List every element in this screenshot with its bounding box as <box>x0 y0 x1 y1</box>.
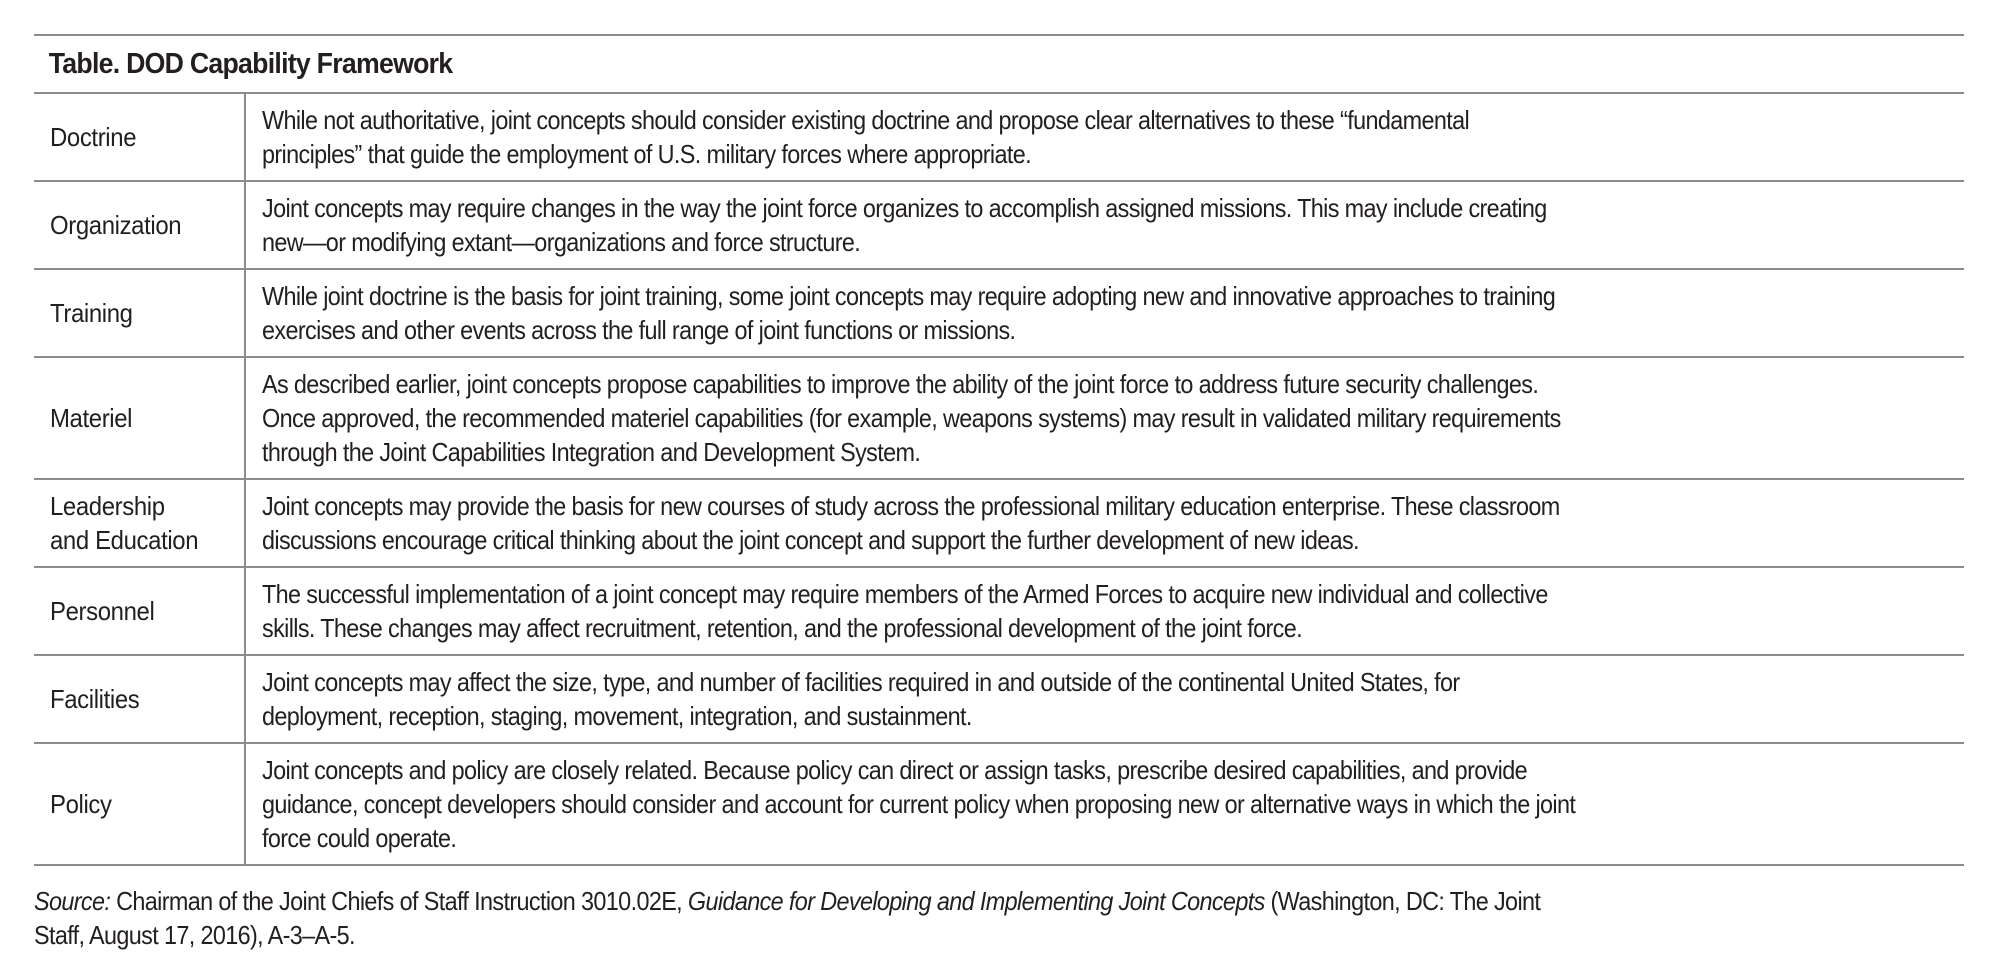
row-description-cell <box>246 568 1964 654</box>
description-line: Joint concepts may provide the basis for new courses of study across the professional military education enterprise. These classroom <box>262 491 1560 521</box>
row-label: Policy <box>50 789 112 819</box>
source-citation <box>34 884 1964 952</box>
description-line: guidance, concept developers should consider and account for current policy when proposing new or alternative ways in which the joint <box>262 789 1576 819</box>
description-line: The successful implementation of a joint concept may require members of the Armed Forces to acquire new individual and collective <box>262 579 1548 609</box>
description-line: exercises and other events across the full range of joint functions or missions. <box>262 315 1016 345</box>
row-description-cell <box>246 744 1964 864</box>
row-label-cell <box>34 94 246 180</box>
table-row <box>34 94 1964 182</box>
table-row <box>34 568 1964 656</box>
description-line: principles” that guide the employment of U.S. military forces where appropriate. <box>262 139 1031 169</box>
table-row <box>34 656 1964 744</box>
row-description-cell <box>246 94 1964 180</box>
description-line: While not authoritative, joint concepts should consider existing doctrine and propose clear alternatives to these “fundamental <box>262 105 1470 135</box>
source-line-1 <box>34 884 1771 918</box>
table-row <box>34 358 1964 480</box>
capability-framework-table <box>34 34 1964 866</box>
description-line: Joint concepts and policy are closely related. Because policy can direct or assign tasks, prescribe desired capabilities, and provide <box>262 755 1528 785</box>
description-line: force could operate. <box>262 823 457 853</box>
table-title: Table. DOD Capability Framework <box>48 47 453 80</box>
description-line: Joint concepts may affect the size, type, and number of facilities required in and outside of the continental United States, for <box>262 667 1460 697</box>
row-label: Facilities <box>50 684 140 714</box>
row-label: Personnel <box>50 596 155 626</box>
row-label-cell <box>34 656 246 742</box>
row-label: Materiel <box>50 403 133 433</box>
row-label-cell <box>34 182 246 268</box>
row-label: Doctrine <box>50 122 137 152</box>
description-line: Once approved, the recommended materiel capabilities (for example, weapons systems) may result in validated military requirements <box>262 403 1561 433</box>
description-line: through the Joint Capabilities Integration and Development System. <box>262 437 921 467</box>
table-row <box>34 744 1964 866</box>
description-line: deployment, reception, staging, movement, integration, and sustainment. <box>262 701 972 731</box>
row-description-cell <box>246 358 1964 478</box>
row-label: Training <box>50 298 133 328</box>
row-description-cell <box>246 480 1964 566</box>
row-description-cell <box>246 656 1964 742</box>
row-label-cell <box>34 744 246 864</box>
row-description-cell <box>246 182 1964 268</box>
source-label: Source: <box>34 886 111 916</box>
row-label-cell <box>34 358 246 478</box>
table-row <box>34 480 1964 568</box>
description-line: new—or modifying extant—organizations and force structure. <box>262 227 861 257</box>
row-label-cell <box>34 568 246 654</box>
source-text: Chairman of the Joint Chiefs of Staff Instruction 3010.02E, <box>110 886 688 916</box>
row-label: Organization <box>50 210 182 240</box>
row-label: and Education <box>50 525 199 555</box>
description-line: discussions encourage critical thinking about the joint concept and support the further development of new ideas. <box>262 525 1359 555</box>
source-document-title: Guidance for Developing and Implementing Joint Concepts <box>687 886 1265 916</box>
row-description-cell <box>246 270 1964 356</box>
description-line: skills. These changes may affect recruitment, retention, and the professional development of the joint force. <box>262 613 1302 643</box>
description-line: As described earlier, joint concepts propose capabilities to improve the ability of the joint force to address future security challenges. <box>262 369 1539 399</box>
row-label-cell <box>34 270 246 356</box>
row-label: Leadership <box>50 491 165 521</box>
description-line: Joint concepts may require changes in the way the joint force organizes to accomplish assigned missions. This may include creating <box>262 193 1547 223</box>
description-line: While joint doctrine is the basis for joint training, some joint concepts may require adopting new and innovative approaches to training <box>262 281 1556 311</box>
table-row <box>34 182 1964 270</box>
table-title-row <box>34 36 1964 94</box>
row-label-cell <box>34 480 246 566</box>
table-row <box>34 270 1964 358</box>
source-text: (Washington, DC: The Joint <box>1264 886 1541 916</box>
source-line-2: Staff, August 17, 2016), A-3–A-5. <box>34 920 355 950</box>
